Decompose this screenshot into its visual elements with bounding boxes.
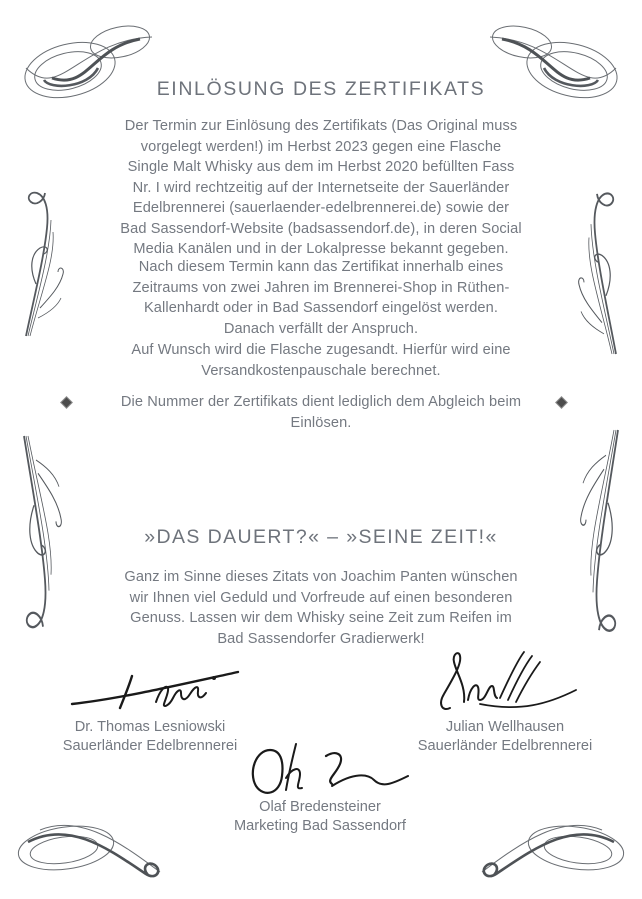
diamond-icon bbox=[60, 396, 73, 409]
quote-paragraph: Ganz im Sinne dieses Zitats von Joachim Panten wünschen wir Ihnen viel Geduld und Vorfreude auf einen besonderen Genuss. Lassen wir dem Whisky seine Zeit zum Reifen im Bad Sassendorfer Gradierwerk! bbox=[124, 569, 518, 647]
signature-thomas-lesniowski-icon bbox=[70, 662, 242, 714]
shipping-paragraph: Auf Wunsch wird die Flasche zugesandt. Hierfür wird eine Versandkostenpauschale berechnet. bbox=[131, 342, 511, 379]
diamond-icon bbox=[555, 396, 568, 409]
signer-name: Dr. Thomas Lesniowski bbox=[74, 719, 226, 735]
number-paragraph: Die Nummer der Zertifikats dient lediglich dem Abgleich beim Einlösen. bbox=[120, 394, 522, 431]
calligraphic-swirl-icon bbox=[472, 812, 634, 896]
signer-org: Marketing Bad Sassendorf bbox=[234, 818, 406, 834]
signer-name: Julian Wellhausen bbox=[445, 719, 565, 735]
signer-org: Sauerländer Edelbrennerei bbox=[417, 738, 593, 754]
signer-name: Olaf Bredensteiner bbox=[259, 799, 381, 815]
vine-flourish-icon bbox=[14, 186, 66, 336]
quote-heading: »DAS DAUERT?« – »SEINE ZEIT!« bbox=[144, 526, 498, 548]
calligraphic-swirl-icon bbox=[8, 812, 170, 896]
vine-flourish-icon bbox=[576, 186, 628, 354]
redemption-paragraph: Der Termin zur Einlösung des Zertifikats (Das Original muss vorgelegt werden!) im Herbst 2023 gegen eine Flasche Single Malt Whisky aus dem im Herbst 2020 befüllten Fass Nr. I wird rechtzeitig auf der Internetseite der Sauerländer Edelbrennerei (sauerlaender-edelbrennerei.de) sowie der Bad Sassendorf-Website (badsassendorf.de), in deren Social Media Kanälen und in der Lokalpresse bekannt gegeben. bbox=[120, 118, 522, 257]
signer-org: Sauerländer Edelbrennerei bbox=[62, 738, 238, 754]
page-title: EINLÖSUNG DES ZERTIFIKATS bbox=[156, 78, 486, 100]
signature-olaf-bredensteiner-icon bbox=[240, 738, 412, 798]
deadline-paragraph: Nach diesem Termin kann das Zertifikat innerhalb eines Zeitraums von zwei Jahren im Brennerei-Shop in Rüthen-Kallenhardt oder in Bad Sassendorf eingelöst werden. Danach verfällt der Anspruch. bbox=[132, 259, 510, 337]
signature-julian-wellhausen-icon bbox=[428, 648, 578, 716]
